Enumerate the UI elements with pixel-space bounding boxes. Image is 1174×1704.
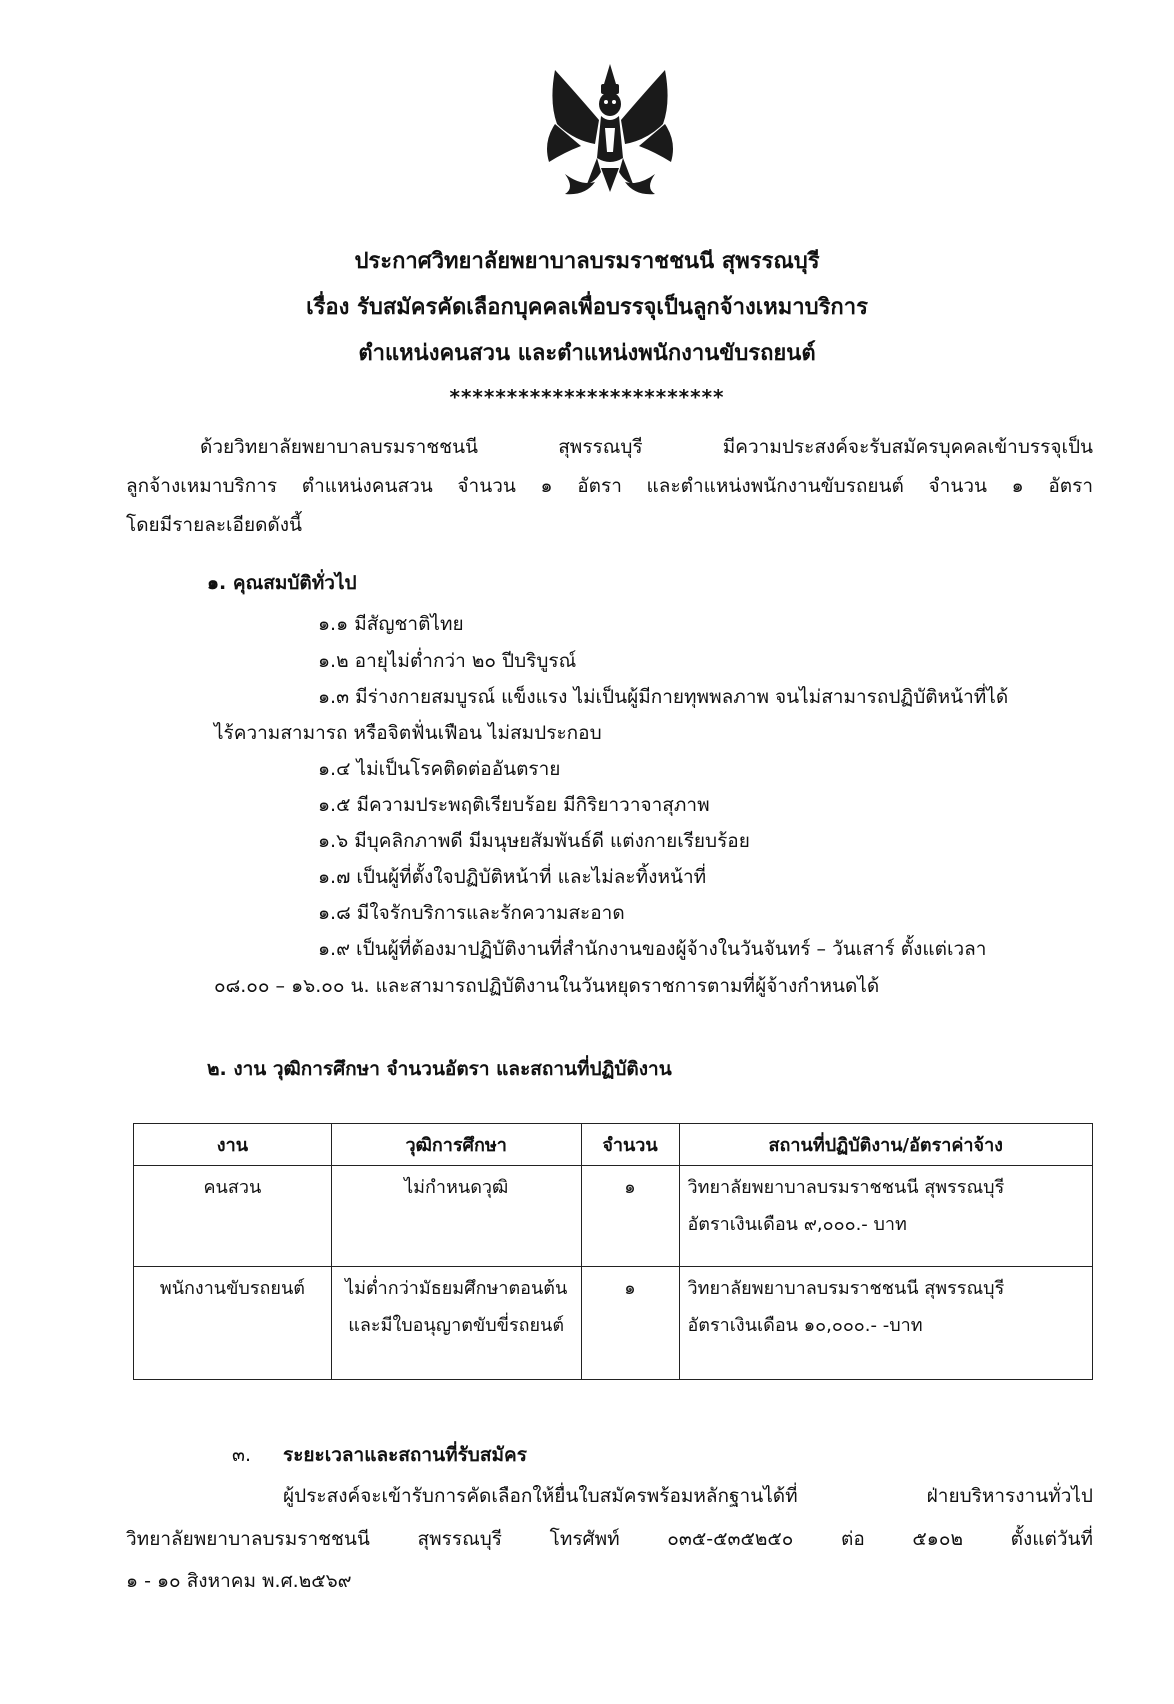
qualification-item: ๑.๔ ไม่เป็นโรคติดต่ออันตราย (318, 758, 561, 780)
place-text: วิทยาลัยพยาบาลบรมราชชนนี สุพรรณบุรี (687, 1278, 1005, 1299)
cell-job: พนักงานขับรถยนต์ (134, 1267, 332, 1380)
cell-count: ๑ (581, 1267, 679, 1380)
qualification-item: ๑.๑ มีสัญชาติไทย (318, 613, 464, 635)
intro-line-2: ลูกจ้างเหมาบริการ ตำแหน่งคนสวน จำนวน ๑ อัตรา และตำแหน่งพนักงานขับรถยนต์ จำนวน ๑ อัตรา (126, 475, 1093, 497)
table-header-count: จำนวน (581, 1124, 679, 1166)
qualification-text: ไม่กำหนดวุฒิ (404, 1177, 509, 1198)
cell-qualification (331, 1166, 581, 1267)
place-text: วิทยาลัยพยาบาลบรมราชชนนี สุพรรณบุรี (687, 1177, 1005, 1198)
qualification-item-continued: ไร้ความสามารถ หรือจิตฟั่นเฟือน ไม่สมประกอบ (214, 722, 602, 744)
qualification-item: ๑.๗ เป็นผู้ที่ตั้งใจปฏิบัติหน้าที่ และไม่ละทิ้งหน้าที่ (318, 866, 707, 888)
title-line-3: ตำแหน่งคนสวน และตำแหน่งพนักงานขับรถยนต์ (358, 341, 816, 366)
section-2-heading: ๒. งาน วุฒิการศึกษา จำนวนอัตรา และสถานที่ปฏิบัติงาน (207, 1058, 672, 1080)
cell-count: ๑ (581, 1166, 679, 1267)
table-header-qualification: วุฒิการศึกษา (331, 1124, 581, 1166)
qualification-item: ๑.๖ มีบุคลิกภาพดี มีมนุษยสัมพันธ์ดี แต่งกายเรียบร้อย (318, 830, 750, 852)
table-row (134, 1166, 1093, 1267)
table-header-row (134, 1124, 1093, 1166)
title-line-1: ประกาศวิทยาลัยพยาบาลบรมราชชนนี สุพรรณบุรี (354, 249, 820, 274)
qualification-item: ๑.๒ อายุไม่ต่ำกว่า ๒๐ ปีบริบูรณ์ (318, 650, 577, 672)
qualification-text: ไม่ต่ำกว่ามัธยมศึกษาตอนต้น (345, 1278, 568, 1299)
intro-line-3: โดยมีรายละเอียดดังนี้ (126, 514, 303, 536)
qualification-item: ๑.๙ เป็นผู้ที่ต้องมาปฏิบัติงานที่สำนักงานของผู้จ้างในวันจันทร์ – วันเสาร์ ตั้งแต่เวลา (318, 938, 987, 960)
section-3-line-2: วิทยาลัยพยาบาลบรมราชชนนี สุพรรณบุรี โทรศัพท์ ๐๓๕-๕๓๕๒๕๐ ต่อ ๕๑๐๒ ตั้งแต่วันที่ (126, 1528, 1093, 1550)
section-3-heading: ระยะเวลาและสถานที่รับสมัคร (283, 1444, 527, 1466)
positions-table (133, 1123, 1093, 1380)
section-3-line-3: ๑ - ๑๐ สิงหาคม พ.ศ.๒๕๖๙ (126, 1570, 352, 1592)
title-line-2: เรื่อง รับสมัครคัดเลือกบุคคลเพื่อบรรจุเป็นลูกจ้างเหมาบริการ (306, 295, 868, 320)
qualification-item: ๑.๓ มีร่างกายสมบูรณ์ แข็งแรง ไม่เป็นผู้มีกายทุพพลภาพ จนไม่สามารถปฏิบัติหน้าที่ได้ (318, 686, 1009, 708)
cell-qualification (331, 1267, 581, 1380)
table-row (134, 1267, 1093, 1380)
salary-text: อัตราเงินเดือน ๑๐,๐๐๐.- -บาท (687, 1315, 923, 1336)
intro-line-1: ด้วยวิทยาลัยพยาบาลบรมราชชนนี สุพรรณบุรี มีความประสงค์จะรับสมัครบุคคลเข้าบรรจุเป็น (200, 436, 1093, 458)
cell-place-salary (679, 1166, 1093, 1267)
cell-place-salary (679, 1267, 1093, 1380)
qualification-item: ๑.๘ มีใจรักบริการและรักความสะอาด (318, 902, 625, 924)
cell-job: คนสวน (134, 1166, 332, 1267)
section-3-line-1: ผู้ประสงค์จะเข้ารับการคัดเลือกให้ยื่นใบสมัครพร้อมหลักฐานได้ที่ ฝ่ายบริหารงานทั่วไป (283, 1485, 1093, 1507)
qualification-item-continued: ๐๘.๐๐ – ๑๖.๐๐ น. และสามารถปฏิบัติงานในวันหยุดราชการตามที่ผู้จ้างกำหนดได้ (214, 975, 880, 997)
section-3-number: ๓. (232, 1444, 252, 1466)
section-1-heading: ๑. คุณสมบัติทั่วไป (207, 572, 357, 594)
title-separator: ************************ (449, 385, 725, 409)
table-header-job: งาน (134, 1124, 332, 1166)
salary-text: อัตราเงินเดือน ๙,๐๐๐.- บาท (687, 1214, 907, 1235)
qualification-text-2: และมีใบอนุญาตขับขี่รถยนต์ (348, 1315, 565, 1336)
garuda-emblem-icon (535, 62, 685, 212)
qualification-item: ๑.๕ มีความประพฤติเรียบร้อย มีกิริยาวาจาสุภาพ (318, 794, 710, 816)
table-header-place-salary: สถานที่ปฏิบัติงาน/อัตราค่าจ้าง (679, 1124, 1093, 1166)
